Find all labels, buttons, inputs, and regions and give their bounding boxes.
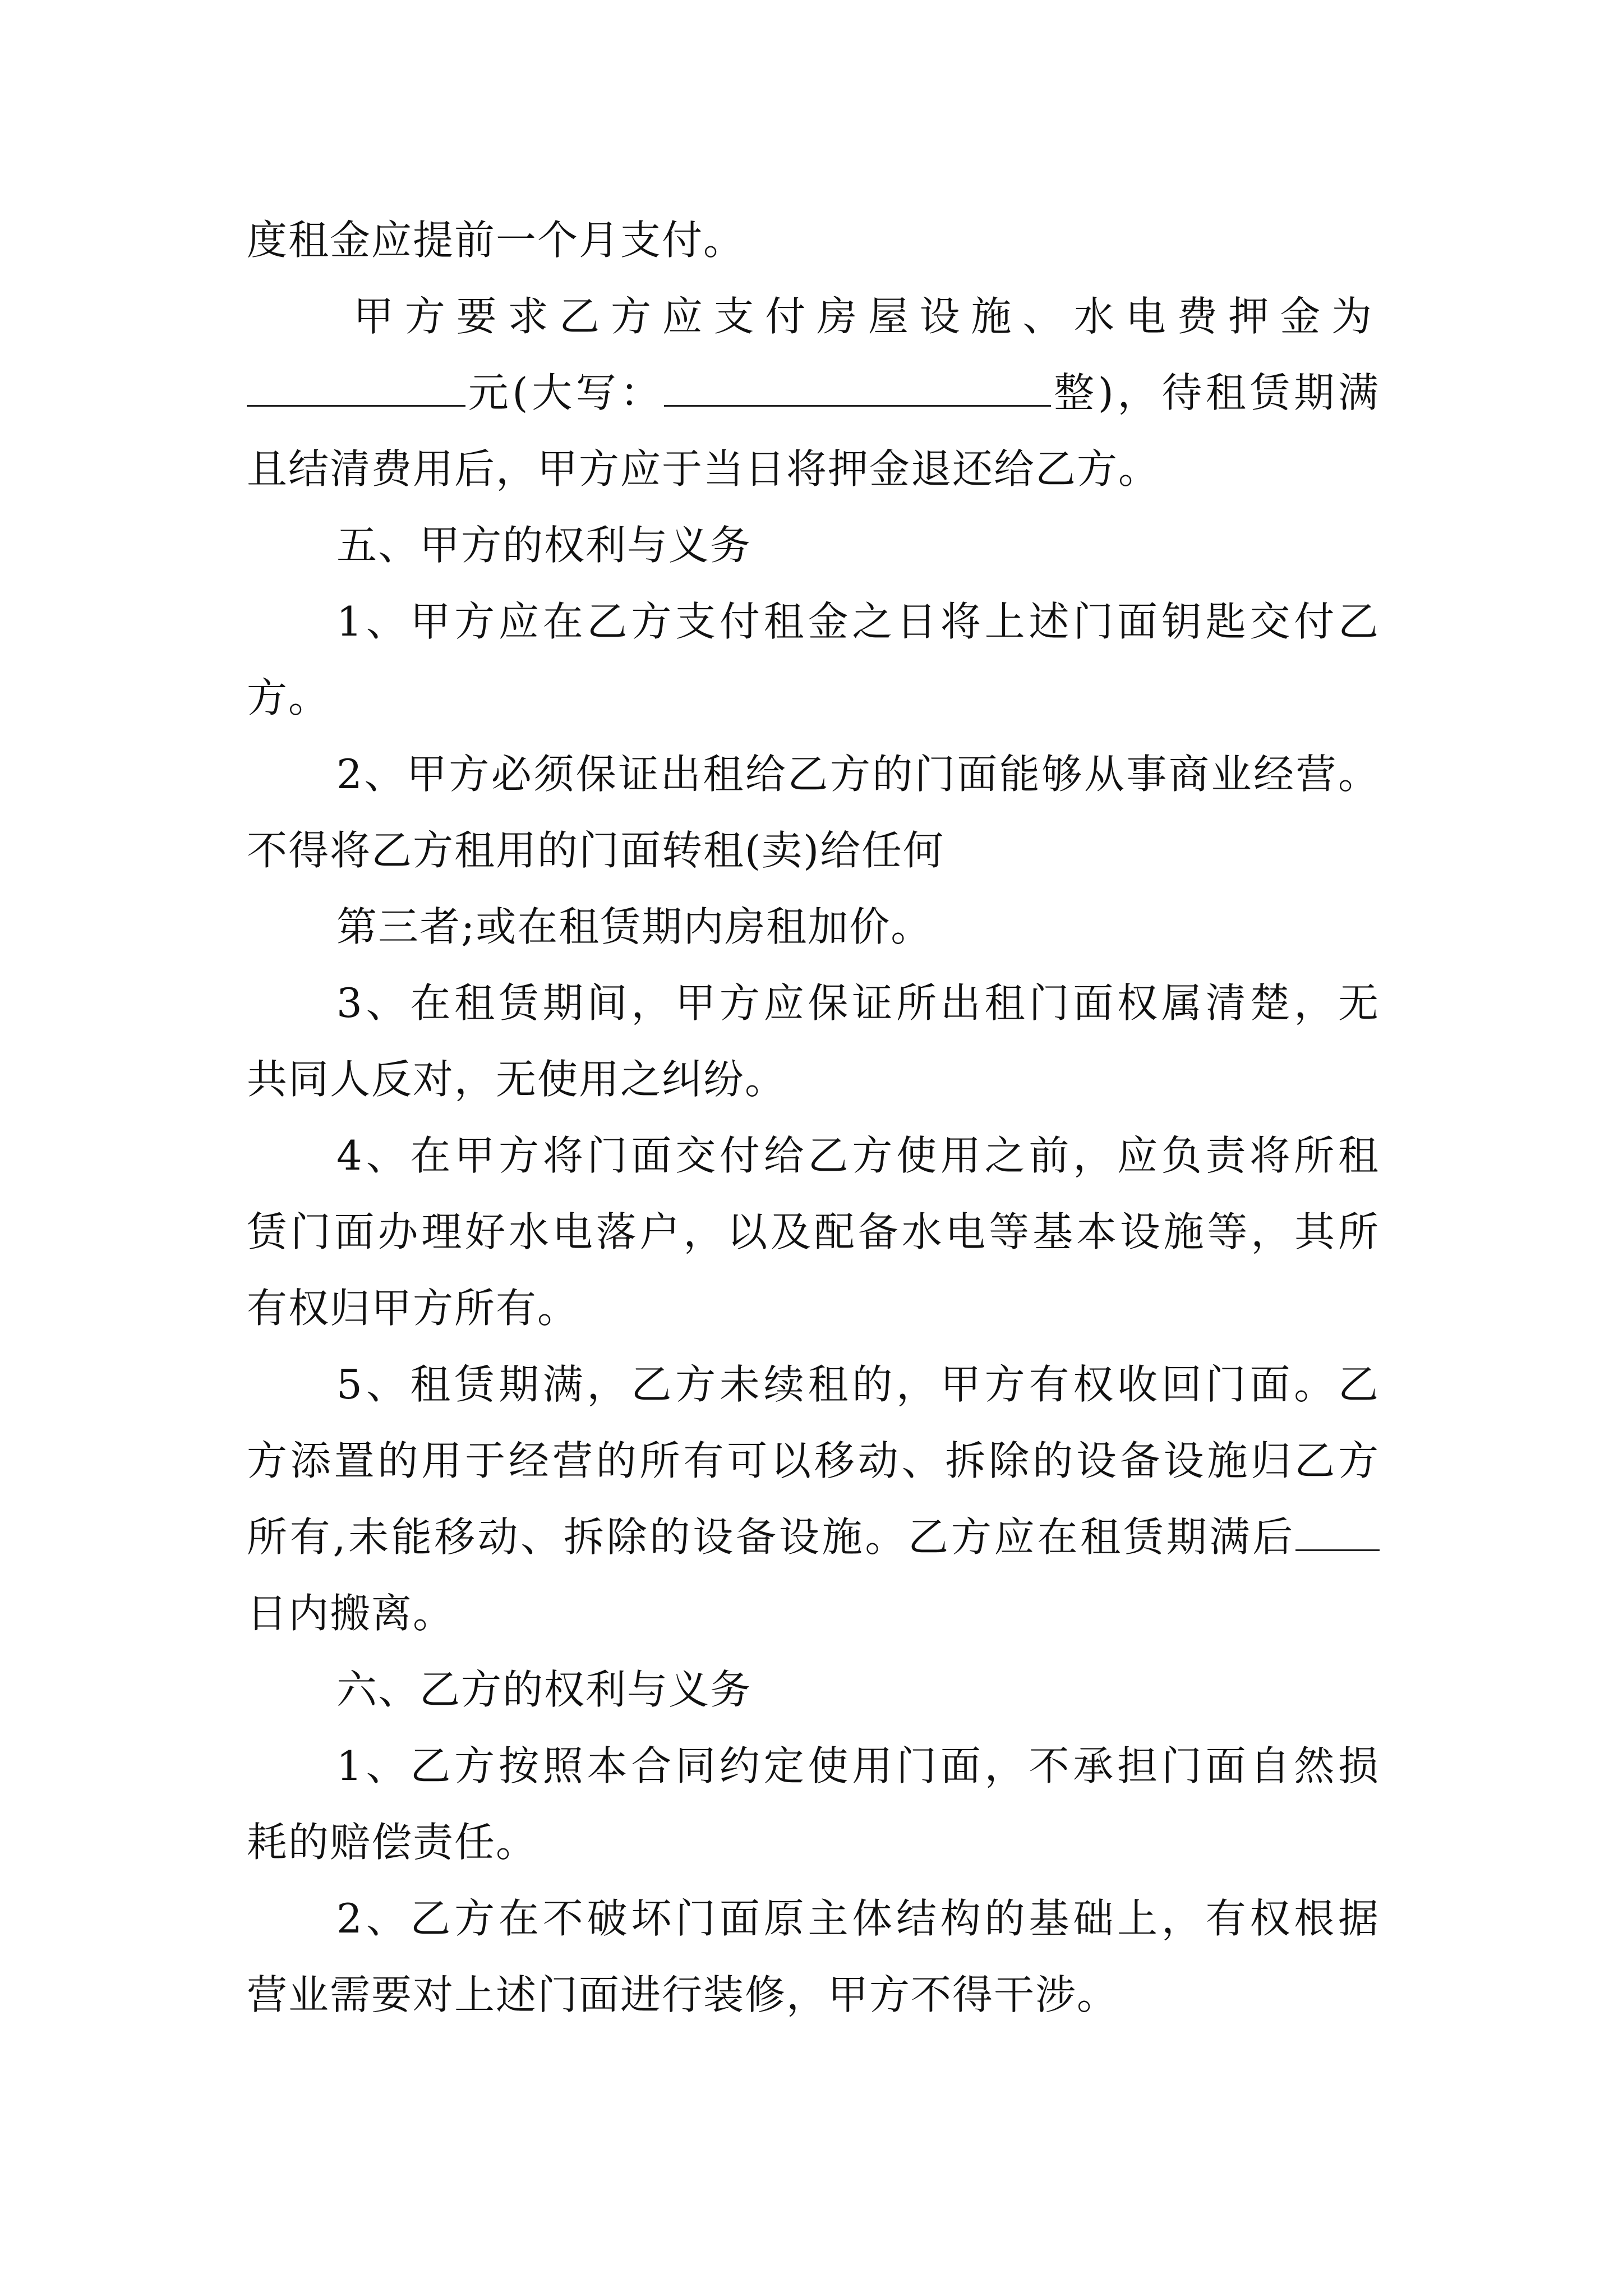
text-line: 耗的赔偿责任。 [247, 1819, 538, 1866]
text-line: 第三者;或在租赁期内房租加价。 [336, 903, 933, 950]
text-line: 度租金应提前一个月支付。 [247, 217, 745, 264]
text-line: 方。 [247, 674, 330, 721]
text-line: 营业需要对上述门面进行装修，甲方不得干涉。 [247, 1971, 1119, 2018]
text-fragment: 整)，待租赁期满 [1051, 369, 1380, 416]
text-line: 3、在租赁期间，甲方应保证所出租门面权属清楚，无 [336, 979, 1380, 1027]
text-fragment: 元(大写： [465, 369, 665, 416]
text-line: 方添置的用于经营的所有可以移动、拆除的设备设施归乙方 [247, 1437, 1380, 1484]
text-line: 有权归甲方所有。 [247, 1285, 579, 1332]
text-line: 4、在甲方将门面交付给乙方使用之前，应负责将所租 [336, 1132, 1380, 1179]
text-line: 且结清费用后，甲方应于当日将押金退还给乙方。 [247, 445, 1160, 493]
text-line: 日内搬离。 [247, 1590, 455, 1637]
text-line [247, 1499, 1380, 1575]
text-line: 2、乙方在不破坏门面原主体结构的基础上，有权根据 [336, 1895, 1380, 1942]
text-fragment: 所有,未能移动、拆除的设备设施。乙方应在租赁期满后 [247, 1513, 1295, 1561]
move-out-days-blank [1295, 1509, 1380, 1551]
text-line: 1、甲方应在乙方支付租金之日将上述门面钥匙交付乙 [336, 598, 1380, 645]
document-body [247, 202, 1380, 2033]
text-line: 1、乙方按照本合同约定使用门面，不承担门面自然损 [336, 1742, 1380, 1789]
section-heading: 五、甲方的权利与义务 [336, 522, 752, 569]
deposit-line [247, 355, 1380, 431]
text-line: 共同人反对，无使用之纠纷。 [247, 1056, 787, 1103]
text-line: 5、租赁期满，乙方未续租的，甲方有权收回门面。乙 [336, 1361, 1380, 1408]
deposit-amount-blank [247, 365, 465, 407]
text-line: 甲方要求乙方应支付房屋设施、水电费押金为 [353, 293, 1380, 340]
text-line: 赁门面办理好水电落户，以及配备水电等基本设施等，其所 [247, 1208, 1380, 1255]
text-line: 不得将乙方租用的门面转租(卖)给任何 [247, 827, 945, 874]
section-heading: 六、乙方的权利与义务 [336, 1666, 752, 1713]
deposit-amount-words-blank [664, 365, 1051, 407]
text-line: 2、甲方必须保证出租给乙方的门面能够从事商业经营。 [336, 751, 1380, 798]
